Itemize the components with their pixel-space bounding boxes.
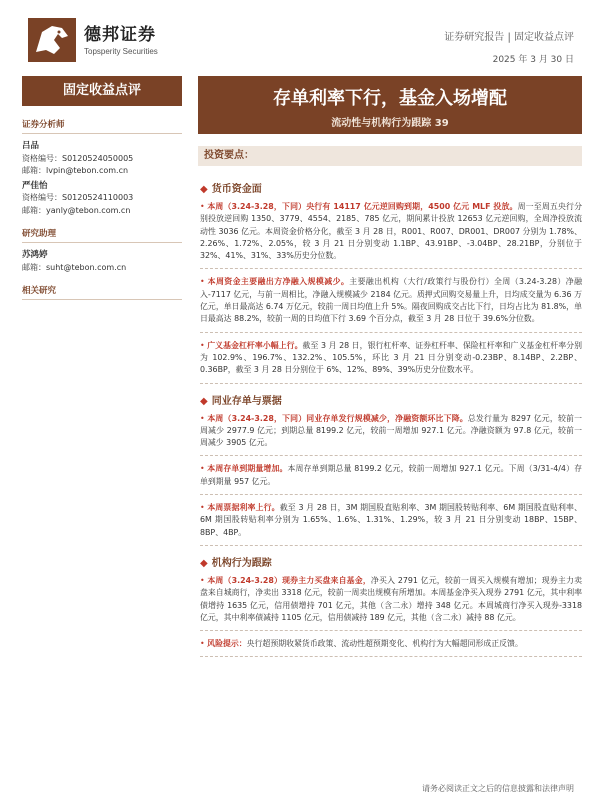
paragraph: • 本周资金主要融出方净融入规模减少。主要融出机构（大行/政策行与股份行）全周（3.24-3.28）净融入-7117 亿元，与前一周相比，净融入规模减少 2184 亿元。质押式回购交易量上升，日均成交量为 6.36 万亿元，单日最高达 6.74 万亿元，较前一周日均值上升 5%。隔夜回购成交占比下行，日均占比为 81.8%，单日最高达 88.2%，较前一周的日均值下行 3.69 个百分点，截至 3 月 28 日位于 39.6%分位数。 xyxy=(200,276,582,332)
bullet-icon: • xyxy=(200,575,208,585)
bullet-icon: • xyxy=(200,340,208,350)
report-type: 证券研究报告 | 固定收益点评 xyxy=(444,32,574,43)
analyst-card xyxy=(22,180,182,218)
analysts-block xyxy=(22,118,182,217)
paragraph: • 本周（3.24-3.28，下同）央行有 14117 亿元逆回购到期，4500 亿元 MLF 投放。周一至周五央行分别投放逆回购 1350、3779、4554、2185、785 亿元，期间累计投放 12653 亿元逆回购，全周净投放流动性 3036 亿元。本周资金价格分化，截至 3 月 28 日，R001、R007、DR001、DR007 分别为 1.78%、2.26%、1.72%、2.05%，较 3 月 21 日分别变动 1.1BP、43.91BP、-3.04BP、28.21BP，分别位于 32%、41%、31%、33%历史分位数。 xyxy=(200,201,582,269)
section-title-institution: ◆ 机构行为跟踪 xyxy=(200,557,272,569)
bullet-icon: • xyxy=(200,202,208,211)
footer-disclaimer: 请务必阅读正文之后的信息披露和法律声明 xyxy=(422,784,574,793)
related-block xyxy=(22,284,182,300)
paragraph: • 本周存单到期量增加。本周存单到期总量 8199.2 亿元，较前一周增加 927.1 亿元。下周（3/31-4/4）存单到期量 957 亿元。 xyxy=(200,463,582,495)
analyst-email[interactable]: 邮箱：yanly@tebon.com.cn xyxy=(22,205,131,215)
bullet-icon: ◆ xyxy=(200,395,208,407)
related-heading: 相关研究 xyxy=(22,284,182,300)
company-logo xyxy=(28,18,76,62)
bullet-icon: • xyxy=(200,277,208,287)
analyst-email[interactable]: 邮箱：lvpin@tebon.com.cn xyxy=(22,166,129,175)
analyst-license: 资格编号：S0120524050005 xyxy=(22,153,134,163)
assistant-heading: 研究助理 xyxy=(22,227,182,243)
main-content xyxy=(200,172,582,664)
bullet-icon: • xyxy=(200,503,208,513)
analysts-heading: 证券分析师 xyxy=(22,118,182,134)
page-subtitle: 流动性与机构行为跟踪 39 xyxy=(331,118,449,129)
section-title-cd: ◆ 同业存单与票据 xyxy=(200,395,282,407)
assistant-block xyxy=(22,227,182,274)
brand-name-cn: 德邦证券 xyxy=(84,25,156,45)
analyst-name: 吕品 xyxy=(22,141,40,151)
page-header xyxy=(0,0,600,70)
paragraph: • 广义基金杠杆率小幅上行。截至 3 月 28 日，银行杠杆率、证券杠杆率、保险杠杆率和广义基金杠杆率分别为 102.9%、196.7%、132.2%、105.5%，环比 3 月 21 日分别变动-0.23BP、8.14BP、2.2BP、0.36BP，截至 3 月 28 日分别位于 6%、12%、89%、39%历史分位数水平。 xyxy=(200,340,582,384)
bullet-icon: • xyxy=(200,413,208,423)
section-title-money: ◆ 货币资金面 xyxy=(200,184,262,195)
title-banner xyxy=(198,76,582,134)
side-title: 固定收益点评 xyxy=(22,76,182,106)
assistant-card xyxy=(22,249,182,274)
analyst-license: 资格编号：S0120524110003 xyxy=(22,193,134,202)
bullet-icon: ◆ xyxy=(200,184,208,195)
analyst-card xyxy=(22,140,182,178)
page-title: 存单利率下行，基金入场增配 xyxy=(273,88,507,109)
paragraph: • 本周（3.24-3.28）现券主力买盘来自基金，净买入 2791 亿元，较前一周买入规模有增加；现券主力卖盘来自城商行，净卖出 3318 亿元，较前一周卖出规模有所增加。本周基金净买入现券 2791 亿元，其中利率债增持 1635 亿元，信用债增持 701 亿元，其他（含二永）增持 348 亿元。本周城商行净买入现券-3318 亿元，其中利率债减持 1105 亿元，信用债减持 189 亿元，其他（含二永）减持 88 亿元。 xyxy=(200,575,582,631)
assistant-email[interactable]: 邮箱：suht@tebon.com.cn xyxy=(22,262,127,272)
paragraph: • 本周票据利率上行。截至 3 月 28 日，3M 期国股直贴利率、3M 期国股转贴利率、6M 期国股直贴利率、6M 期国股转贴利率分别为 1.65%、1.6%、1.31%、1.29%，较 3 月 21 日分别变动 18BP、15BP、8BP、4BP。 xyxy=(200,502,582,546)
paragraph: • 风险提示：央行超预期收紧货币政策、流动性超预期变化、机构行为大幅超同形成正反馈。 xyxy=(200,638,582,657)
bullet-icon: ◆ xyxy=(200,557,208,569)
analyst-name: 严佳怡 xyxy=(22,180,48,191)
bullet-icon: • xyxy=(200,639,208,649)
eagle-logo-icon xyxy=(28,18,76,62)
sidebar xyxy=(22,118,182,310)
bullet-icon: • xyxy=(200,464,208,474)
brand-name-en: Topsperity Securities xyxy=(84,47,158,56)
points-heading: 投资要点： xyxy=(198,146,582,166)
report-date: 2025 年 3 月 30 日 xyxy=(492,55,574,65)
assistant-name: 苏鸿婷 xyxy=(22,250,48,260)
brand xyxy=(84,20,158,56)
paragraph: • 本周（3.24-3.28，下同）同业存单发行规模减少，净融资额环比下降。总发行量为 8297 亿元，较前一周减少 2977.9 亿元；到期总量 8199.2 亿元，较前一周增加 927.1 亿元。净融资额为 97.8 亿元，较前一周减少 3905 亿元。 xyxy=(200,413,582,457)
